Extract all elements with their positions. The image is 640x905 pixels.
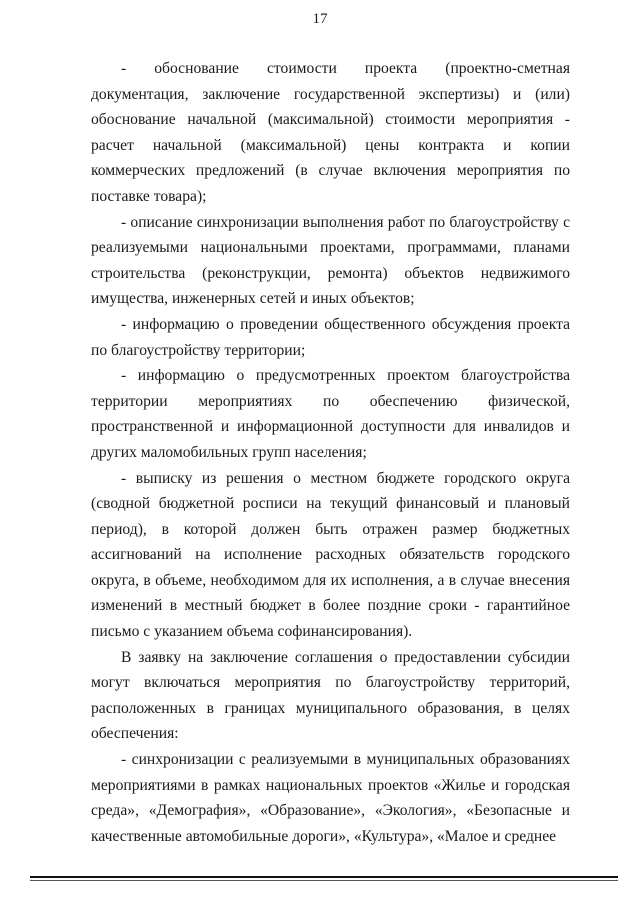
paragraph-budget-extract: - выписку из решения о местном бюджете городского округа (сводной бюджетной росписи на текущий финансовый и плановый период), в которой должен быть отражен размер бюджетных ассигнований на исполнение расходных обязательств городского округа, в объеме, необходимом для их исполнения, а в случае внесения изменений в местный бюджет в более поздние сроки - гарантийное письмо с указанием объема софинансирования). [91,469,570,641]
paragraph-synchronization-description: - описание синхронизации выполнения работ по благоустройству с реализуемыми национальными проектами, программами, планами строительства (реконструкции, ремонта) объектов недвижимого имущества, инженерных сетей и иных объектов; [91,213,570,308]
bottom-border-line [30,876,618,878]
paragraph-public-discussion: - информацию о проведении общественного обсуждения проекта по благоустройству территории; [91,315,570,359]
document-body [91,56,570,849]
page-number: 17 [312,11,328,27]
paragraph-accessibility-measures: - информацию о предусмотренных проектом благоустройства территории мероприятиях по обеспечению физической, пространственной и информационной доступности для инвалидов и других маломобильных групп населения; [91,367,570,461]
paragraph-cost-justification: - обоснование стоимости проекта (проектно-сметная документация, заключение государственной экспертизы) и (или) обоснование начальной (максимальной) стоимости мероприятия - расчет начальной (максимальной) цены контракта и копии коммерческих предложений (в случае включения мероприятия по поставке товара); [91,60,570,205]
paragraph-subsidy-application: В заявку на заключение соглашения о предоставлении субсидии могут включаться мероприятия по благоустройству территорий, расположенных в границах муниципального образования, в целях обеспечения: [91,648,570,743]
bottom-border-line-thin [30,880,618,881]
paragraph-national-projects-sync: - синхронизации с реализуемыми в муниципальных образованиях мероприятиями в рамках национальных проектов «Жилье и городская среда», «Демография», «Образование», «Экология», «Безопасные и качественные автомобильные дороги», «Культура», «Малое и среднее [91,751,570,845]
